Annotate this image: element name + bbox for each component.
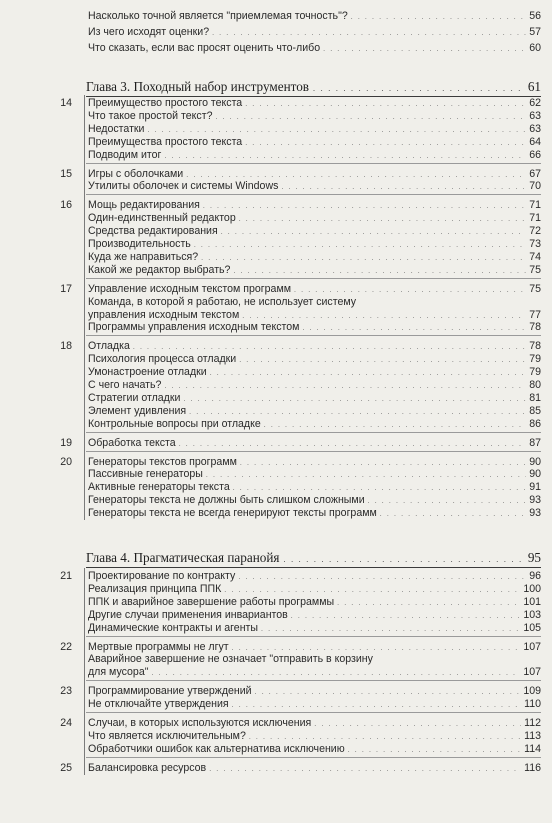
toc-entry[interactable] bbox=[88, 762, 541, 776]
entry-page: 114 bbox=[524, 742, 541, 755]
entry-title: С чего начать? bbox=[88, 379, 162, 391]
entry-page: 79 bbox=[529, 366, 541, 379]
section-number: 22 bbox=[60, 640, 72, 653]
entry-page: 109 bbox=[523, 685, 541, 698]
toc-entry[interactable] bbox=[88, 251, 541, 265]
toc-entry[interactable] bbox=[88, 366, 541, 380]
entry-title: Психология процесса отладки bbox=[88, 353, 237, 366]
leader-dots bbox=[239, 353, 526, 367]
entry-title: Реализация принципа ППК bbox=[88, 582, 222, 595]
leader-dots bbox=[368, 494, 527, 508]
section-number: 20 bbox=[60, 455, 72, 468]
section-number: 16 bbox=[60, 199, 72, 212]
entry-title: Утилиты оболочек и системы Windows bbox=[88, 180, 279, 193]
leader-dots bbox=[240, 456, 526, 470]
entry-page: 86 bbox=[529, 417, 541, 430]
leader-dots bbox=[183, 392, 526, 406]
section-number: 23 bbox=[60, 685, 72, 698]
leader-dots bbox=[245, 136, 526, 150]
leader-dots bbox=[255, 685, 521, 699]
toc-entry[interactable] bbox=[88, 340, 541, 354]
entry-title: Пассивные генераторы bbox=[88, 468, 203, 481]
entry-title: Один-единственный редактор bbox=[88, 212, 236, 225]
leader-dots bbox=[294, 283, 526, 297]
leader-dots bbox=[281, 180, 526, 194]
entry-title: Генераторы текста не должны быть слишком сложными bbox=[88, 494, 365, 507]
leader-dots bbox=[224, 583, 520, 597]
toc-entry[interactable] bbox=[88, 494, 541, 508]
toc-entry[interactable] bbox=[88, 97, 541, 111]
leader-dots bbox=[283, 550, 523, 568]
leader-dots bbox=[206, 468, 526, 482]
entry-title: Генераторы текста не всегда генерируют тексты программ bbox=[88, 507, 377, 520]
chapter-rule bbox=[86, 567, 541, 568]
toc-entry[interactable] bbox=[88, 685, 541, 699]
entry-title: Преимущества простого текста bbox=[88, 135, 243, 148]
toc-entry[interactable] bbox=[88, 42, 541, 56]
leader-dots bbox=[203, 199, 526, 213]
toc-entry[interactable] bbox=[88, 666, 541, 680]
section-separator bbox=[86, 636, 541, 637]
toc-entry[interactable] bbox=[88, 717, 541, 731]
toc-entry[interactable] bbox=[88, 481, 541, 495]
entry-page: 66 bbox=[529, 148, 541, 161]
leader-dots bbox=[351, 10, 526, 24]
entry-page: 85 bbox=[529, 404, 541, 417]
entry-title: Балансировка ресурсов bbox=[88, 761, 207, 774]
entry-page: 63 bbox=[529, 109, 541, 122]
entry-title: Контрольные вопросы при отладке bbox=[88, 417, 261, 430]
toc-entry[interactable] bbox=[88, 123, 541, 137]
toc-entry[interactable] bbox=[88, 698, 541, 712]
toc-entry[interactable] bbox=[88, 136, 541, 150]
section-separator bbox=[86, 757, 541, 758]
leader-dots bbox=[242, 309, 526, 323]
leader-dots bbox=[189, 405, 526, 419]
toc-entry[interactable] bbox=[88, 570, 541, 584]
entry-page: 77 bbox=[529, 308, 541, 321]
toc-entry[interactable] bbox=[88, 743, 541, 757]
entry-page: 105 bbox=[523, 621, 541, 634]
leader-dots bbox=[232, 641, 521, 655]
leader-dots bbox=[261, 622, 520, 636]
entry-title: Стратегии отладки bbox=[88, 391, 181, 404]
entry-title: Что сказать, если вас просят оценить что-либо bbox=[88, 42, 321, 54]
leader-dots bbox=[348, 743, 521, 757]
leader-dots bbox=[221, 225, 526, 239]
entry-page: 110 bbox=[524, 698, 541, 711]
section-number: 24 bbox=[60, 717, 72, 729]
leader-dots bbox=[215, 110, 526, 124]
entry-title: Управление исходным текстом программ bbox=[88, 282, 292, 295]
toc-entry[interactable] bbox=[88, 264, 541, 278]
leader-dots bbox=[239, 212, 526, 226]
entry-title: Насколько точной является "приемлемая точность"? bbox=[88, 10, 348, 22]
entry-title: Что такое простой текст? bbox=[88, 109, 213, 122]
entry-page: 75 bbox=[529, 263, 541, 276]
entry-title: Не отключайте утверждения bbox=[88, 698, 229, 711]
toc-entry[interactable] bbox=[88, 653, 541, 666]
chapter-page: 95 bbox=[527, 550, 541, 565]
toc-entry[interactable] bbox=[88, 641, 541, 655]
toc-entry[interactable] bbox=[88, 149, 541, 163]
entry-title: Аварийное завершение не означает "отправить в корзину bbox=[88, 653, 373, 666]
section-number: 25 bbox=[60, 761, 72, 774]
entry-title: Куда же направиться? bbox=[88, 250, 199, 263]
entry-page: 57 bbox=[529, 26, 541, 38]
entry-page: 87 bbox=[529, 436, 541, 449]
leader-dots bbox=[209, 762, 521, 776]
toc-entry[interactable] bbox=[88, 321, 541, 335]
leader-dots bbox=[313, 79, 524, 97]
section-separator bbox=[86, 680, 541, 681]
entry-page: 103 bbox=[523, 608, 541, 621]
section-rule bbox=[84, 95, 85, 520]
leader-dots bbox=[249, 730, 521, 744]
entry-page: 90 bbox=[529, 468, 541, 481]
chapter-heading[interactable] bbox=[86, 79, 541, 97]
toc-entry[interactable] bbox=[88, 437, 541, 451]
leader-dots bbox=[291, 609, 521, 623]
entry-page: 70 bbox=[529, 180, 541, 193]
toc-entry[interactable] bbox=[88, 180, 541, 194]
section-number: 14 bbox=[60, 97, 72, 109]
toc-entry[interactable] bbox=[88, 730, 541, 744]
entry-title: Программы управления исходным текстом bbox=[88, 321, 300, 334]
toc-entry[interactable] bbox=[88, 309, 541, 323]
entry-title: Случаи, в которых используются исключения bbox=[88, 717, 312, 729]
section-separator bbox=[86, 163, 541, 164]
entry-page: 107 bbox=[523, 666, 541, 679]
toc-entry[interactable] bbox=[88, 199, 541, 213]
toc-entry[interactable] bbox=[88, 379, 541, 393]
toc-entry[interactable] bbox=[88, 212, 541, 226]
toc-entry[interactable] bbox=[88, 583, 541, 597]
entry-title: Производительность bbox=[88, 238, 191, 250]
leader-dots bbox=[232, 698, 521, 712]
leader-dots bbox=[164, 379, 526, 393]
leader-dots bbox=[245, 97, 526, 111]
toc-entry[interactable] bbox=[88, 507, 541, 521]
entry-page: 71 bbox=[529, 199, 541, 212]
toc-entry[interactable] bbox=[88, 110, 541, 124]
entry-page: 107 bbox=[523, 640, 541, 653]
toc-entry[interactable] bbox=[88, 405, 541, 419]
section-separator bbox=[86, 451, 541, 452]
entry-page: 80 bbox=[529, 379, 541, 391]
entry-page: 71 bbox=[529, 212, 541, 225]
leader-dots bbox=[233, 481, 526, 495]
entry-title: Команда, в которой я работаю, не использует систему bbox=[88, 295, 357, 308]
toc-entry[interactable] bbox=[88, 238, 541, 252]
leader-dots bbox=[179, 437, 527, 451]
leader-dots bbox=[323, 42, 526, 56]
section-separator bbox=[86, 278, 541, 279]
entry-title: Генераторы текстов программ bbox=[88, 455, 237, 468]
toc-entry[interactable] bbox=[88, 392, 541, 406]
entry-title: для мусора" bbox=[88, 666, 149, 679]
leader-dots bbox=[302, 321, 526, 335]
entry-title: Недостатки bbox=[88, 122, 145, 135]
entry-title: Другие случаи применения инвариантов bbox=[88, 608, 288, 621]
chapter-page: 61 bbox=[527, 79, 541, 94]
toc-entry[interactable] bbox=[88, 418, 541, 432]
leader-dots bbox=[337, 596, 520, 610]
toc-entry[interactable] bbox=[88, 283, 541, 297]
leader-dots bbox=[151, 666, 520, 680]
entry-page: 112 bbox=[524, 717, 541, 729]
chapter-heading[interactable] bbox=[86, 550, 541, 568]
entry-page: 81 bbox=[529, 391, 541, 404]
section-rule bbox=[84, 568, 85, 775]
entry-page: 113 bbox=[524, 729, 541, 742]
section-number: 17 bbox=[60, 282, 72, 295]
entry-title: Отладка bbox=[88, 340, 130, 353]
entry-title: Из чего исходят оценки? bbox=[88, 26, 210, 38]
entry-page: 74 bbox=[529, 250, 541, 263]
entry-title: Динамические контракты и агенты bbox=[88, 621, 259, 634]
entry-title: Элемент удивления bbox=[88, 404, 187, 417]
leader-dots bbox=[133, 340, 526, 354]
entry-page: 63 bbox=[529, 122, 541, 135]
section-number: 21 bbox=[60, 570, 72, 582]
toc-entry[interactable] bbox=[88, 609, 541, 623]
section-separator bbox=[86, 712, 541, 713]
toc-entry[interactable] bbox=[88, 622, 541, 636]
leader-dots bbox=[380, 507, 526, 521]
entry-page: 73 bbox=[529, 238, 541, 250]
entry-page: 93 bbox=[529, 507, 541, 520]
entry-title: Обработчики ошибок как альтернатива исключению bbox=[88, 742, 345, 755]
entry-page: 78 bbox=[529, 340, 541, 353]
entry-page: 78 bbox=[529, 321, 541, 334]
entry-page: 60 bbox=[529, 42, 541, 54]
section-number: 15 bbox=[60, 167, 72, 180]
section-separator bbox=[86, 432, 541, 433]
section-number: 19 bbox=[60, 436, 72, 449]
toc-entry[interactable] bbox=[88, 26, 541, 40]
leader-dots bbox=[164, 149, 526, 163]
entry-page: 100 bbox=[523, 582, 541, 595]
leader-dots bbox=[233, 264, 526, 278]
entry-title: Средства редактирования bbox=[88, 225, 218, 238]
entry-page: 116 bbox=[524, 761, 541, 774]
entry-title: Обработка текста bbox=[88, 436, 176, 449]
leader-dots bbox=[264, 418, 526, 432]
entry-page: 101 bbox=[523, 595, 541, 608]
section-number: 18 bbox=[60, 340, 72, 353]
toc-entry[interactable] bbox=[88, 10, 541, 24]
chapter-title: Глава 4. Прагматическая паранойя bbox=[86, 550, 280, 565]
entry-page: 79 bbox=[529, 353, 541, 366]
chapter-title: Глава 3. Походный набор инструментов bbox=[86, 79, 310, 94]
toc-entry[interactable] bbox=[88, 456, 541, 470]
leader-dots bbox=[194, 238, 526, 252]
entry-title: Программирование утверждений bbox=[88, 685, 252, 698]
entry-title: Преимущество простого текста bbox=[88, 97, 243, 109]
entry-title: Мертвые программы не лгут bbox=[88, 640, 229, 653]
toc-entry[interactable] bbox=[88, 225, 541, 239]
entry-title: Мощь редактирования bbox=[88, 199, 200, 212]
toc-entry[interactable] bbox=[88, 353, 541, 367]
entry-title: ППК и аварийное завершение работы программы bbox=[88, 595, 335, 608]
entry-page: 75 bbox=[529, 282, 541, 295]
entry-page: 56 bbox=[529, 10, 541, 22]
entry-page: 96 bbox=[529, 570, 541, 582]
entry-page: 91 bbox=[529, 481, 541, 494]
leader-dots bbox=[147, 123, 526, 137]
entry-page: 62 bbox=[529, 97, 541, 109]
entry-page: 93 bbox=[529, 494, 541, 507]
entry-title: управления исходным текстом bbox=[88, 308, 240, 321]
leader-dots bbox=[314, 717, 521, 731]
entry-page: 72 bbox=[529, 225, 541, 238]
leader-dots bbox=[238, 570, 526, 584]
entry-title: Что является исключительным? bbox=[88, 729, 246, 742]
entry-title: Какой же редактор выбрать? bbox=[88, 263, 231, 276]
entry-title: Активные генераторы текста bbox=[88, 481, 230, 494]
entry-page: 90 bbox=[529, 455, 541, 468]
toc-entry[interactable] bbox=[88, 468, 541, 482]
entry-title: Подводим итог bbox=[88, 148, 162, 161]
toc-entry[interactable] bbox=[88, 296, 541, 309]
entry-title: Умонастроение отладки bbox=[88, 366, 207, 379]
section-separator bbox=[86, 335, 541, 336]
toc-entry[interactable] bbox=[88, 596, 541, 610]
toc-entry[interactable] bbox=[88, 168, 541, 182]
section-separator bbox=[86, 194, 541, 195]
entry-title: Проектирование по контракту bbox=[88, 570, 236, 582]
leader-dots bbox=[186, 168, 526, 182]
leader-dots bbox=[201, 251, 526, 265]
entry-page: 67 bbox=[529, 167, 541, 180]
entry-page: 64 bbox=[529, 135, 541, 148]
leader-dots bbox=[210, 366, 527, 380]
entry-title: Игры с оболочками bbox=[88, 167, 184, 180]
leader-dots bbox=[212, 26, 526, 40]
